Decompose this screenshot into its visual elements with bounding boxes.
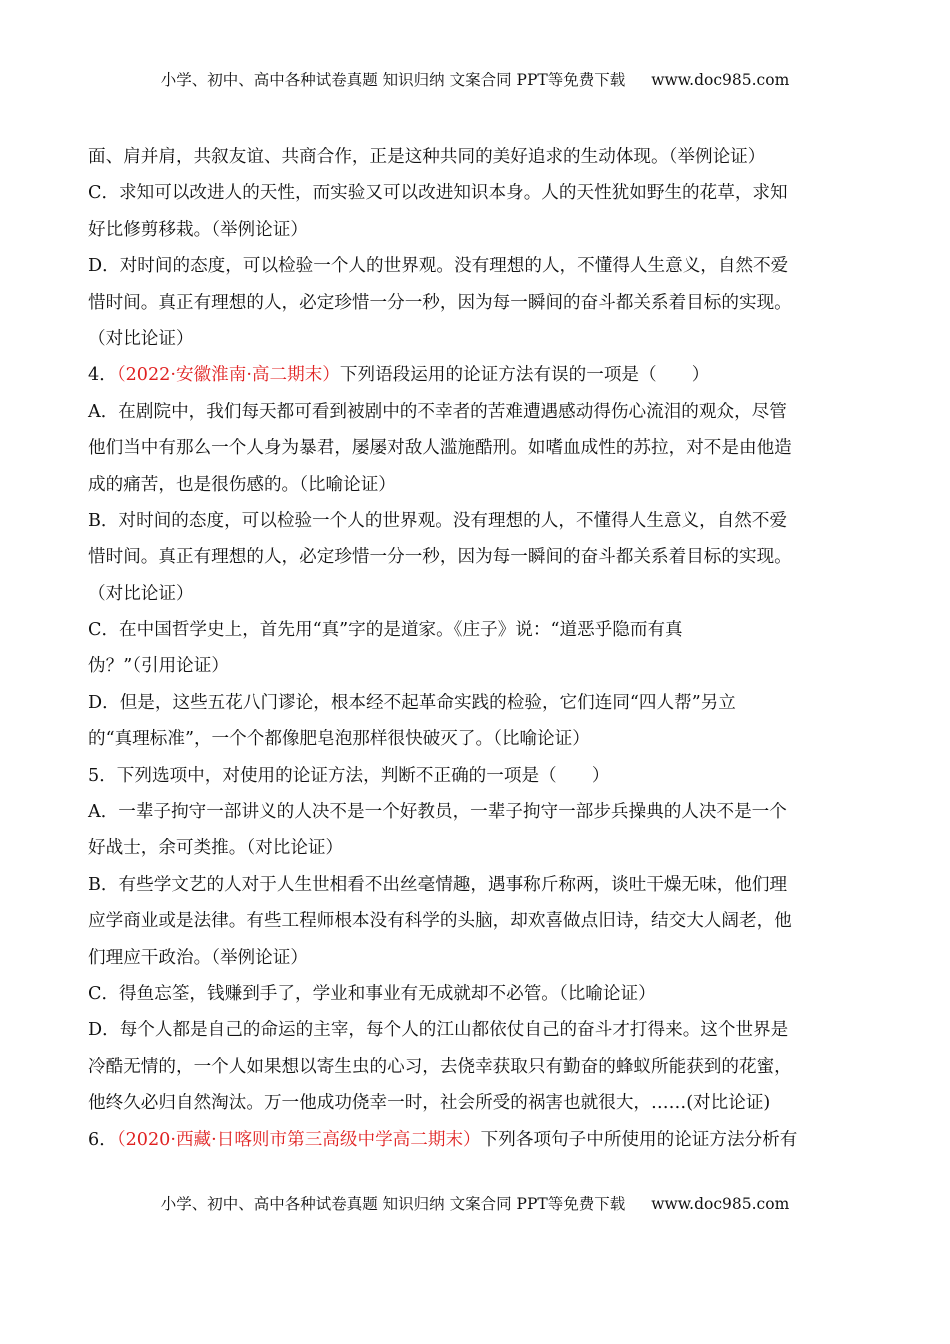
document-body [88, 139, 868, 1158]
question-5: 5．下列选项中，对使用的论证方法，判断不正确的一项是（ ） [88, 765, 610, 786]
question-stem: 下列各项句子中所使用的论证方法分析有 [480, 1129, 798, 1150]
text-line: 伪？”（引用论证） [88, 656, 229, 677]
text-line: 惜时间。真正有理想的人，必定珍惜一分一秒，因为每一瞬间的奋斗都关系着目标的实现。 [88, 292, 792, 313]
question-number: 4． [88, 365, 117, 386]
footer-url: www.doc985.com [651, 1195, 790, 1213]
question-4 [88, 357, 868, 393]
source-tag: （2022·安徽淮南·高二期末） [116, 365, 340, 386]
text-line: 好战士，余可类推。（对比论证） [88, 838, 344, 859]
option-b: B．有些学文艺的人对于人生世相看不出丝毫情趣，遇事称斤称两，谈吐干燥无味，他们理 [88, 874, 788, 895]
option-d: D．对时间的态度，可以检验一个人的世界观。没有理想的人，不懂得人生意义，自然不爱 [88, 256, 789, 277]
option-b: B．对时间的态度，可以检验一个人的世界观。没有理想的人，不懂得人生意义，自然不爱 [88, 510, 788, 531]
question-number: 6． [88, 1129, 117, 1150]
option-d: D．每个人都是自己的命运的主宰，每个人的江山都依仗自己的奋斗才打得来。这个世界是 [88, 1020, 789, 1041]
option-a: A．一辈子拘守一部讲义的人决不是一个好教员，一辈子拘守一部步兵操典的人决不是一个 [88, 802, 787, 823]
option-c: C．求知可以改进人的天性，而实验又可以改进知识本身。人的天性犹如野生的花草，求知 [88, 183, 788, 204]
question-stem: 下列语段运用的论证方法有误的一项是（ ） [339, 365, 710, 386]
option-c: C．得鱼忘筌，钱赚到手了，学业和事业有无成就却不必管。（比喻论证） [88, 983, 656, 1004]
text-line: 他终久必归自然淘汰。万一他成功侥幸一时，社会所受的祸害也就很大，……(对比论证) [88, 1093, 771, 1114]
option-c: C．在中国哲学史上，首先用“真”字的是道家。《庄子》说：“道恶乎隐而有真 [88, 620, 683, 641]
page-header [0, 68, 950, 90]
option-d: D．但是，这些五花八门谬论，根本经不起革命实践的检验，它们连同“四人帮”另立 [88, 692, 736, 713]
text-line: 面、肩并肩，共叙友谊、共商合作，正是这种共同的美好追求的生动体现。（举例论证） [88, 147, 766, 167]
text-line: 应学商业或是法律。有些工程师根本没有科学的头脑，却欢喜做点旧诗，结交大人阔老，他 [88, 911, 792, 932]
text-line: 的“真理标准”，一个个都像肥皂泡那样很快破灭了。（比喻论证） [88, 729, 590, 750]
footer-text: 小学、初中、高中各种试卷真题 知识归纳 文案合同 PPT等免费下载 [160, 1195, 626, 1213]
header-text: 小学、初中、高中各种试卷真题 知识归纳 文案合同 PPT等免费下载 [160, 71, 626, 89]
page-footer [0, 1192, 950, 1214]
text-line: 他们当中有那么一个人身为暴君，屡屡对敌人滥施酷刑。如嗜血成性的苏拉，对不是由他造 [88, 438, 792, 459]
text-line: 们理应干政治。（举例论证） [88, 947, 308, 968]
option-a: A．在剧院中，我们每天都可看到被剧中的不幸者的苦难遭遇感动得伤心流泪的观众，尽管 [88, 401, 787, 422]
header-url: www.doc985.com [651, 71, 790, 89]
text-line: 好比修剪移栽。（举例论证） [88, 219, 308, 240]
text-line: （对比论证） [88, 583, 194, 604]
text-line: 成的痛苦，也是很伤感的。（比喻论证） [88, 474, 396, 495]
text-line: 惜时间。真正有理想的人，必定珍惜一分一秒，因为每一瞬间的奋斗都关系着目标的实现。 [88, 547, 792, 568]
question-6 [88, 1122, 868, 1158]
text-line: （对比论证） [88, 328, 194, 349]
text-line: 冷酷无情的，一个人如果想以寄生虫的心习，去侥幸获取只有勤奋的蜂蚁所能获到的花蜜， [88, 1056, 792, 1077]
source-tag: （2020·西藏·日喀则市第三高级中学高二期末） [116, 1129, 481, 1150]
